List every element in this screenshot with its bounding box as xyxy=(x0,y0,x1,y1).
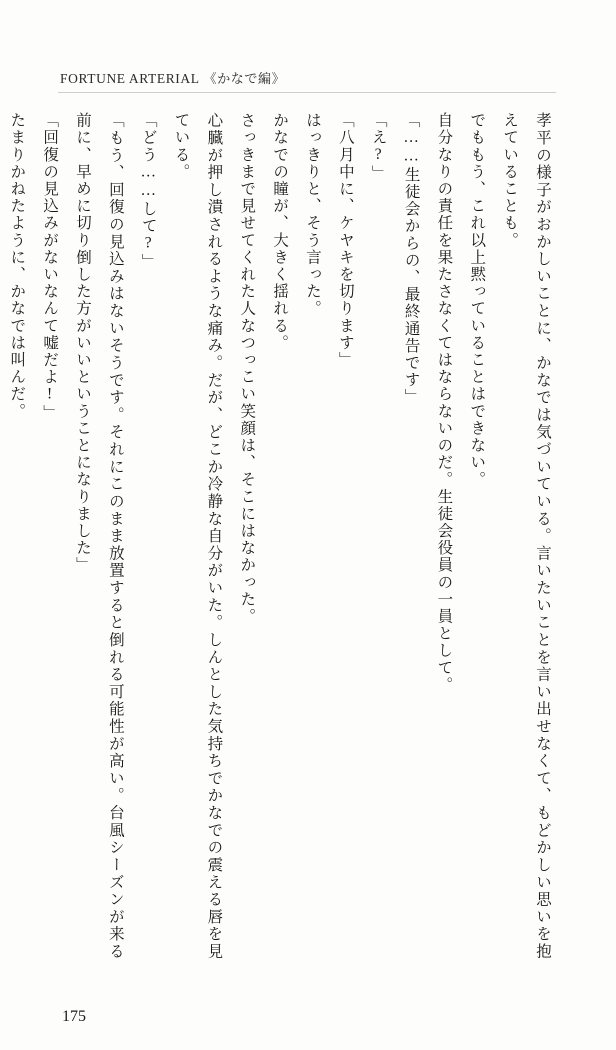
paragraph: 「……生徒会からの、最終通告です」 xyxy=(402,112,420,406)
paragraph: 「え?」 xyxy=(369,112,387,182)
running-head xyxy=(60,68,285,87)
paragraph: はっきりと、そう言った。 xyxy=(303,112,321,318)
paragraph: 「もう、回復の見込みはないそうです。それにこのまま放置すると倒れる可能性が高い。台風シーズンが来る前に、早めに切り倒した方がいいということになりました」 xyxy=(73,112,124,960)
paragraph: 自分なりの責任を果たさなくてはならないのだ。生徒会役員の一員として。 xyxy=(435,112,453,694)
paragraph: たまりかねたように、かなでは叫んだ。 xyxy=(8,112,26,420)
running-head-subtitle: 《かなで編》 xyxy=(203,72,286,87)
paragraph: でももう、これ以上黙っていることはできない。 xyxy=(468,112,486,489)
running-head-title: FORTUNE ARTERIAL xyxy=(60,71,200,86)
paragraph: さっきまで見せてくれた人なつっこい笑顔は、そこにはなかった。 xyxy=(238,112,256,625)
page-body-text xyxy=(8,112,558,960)
page-number: 175 xyxy=(62,1008,86,1025)
paragraph: 孝平の様子がおかしいことに、かなでは気づいている。言いたいことを言い出せなくて、もどかしい思いを抱えていることも。 xyxy=(501,112,551,960)
paragraph: 「回復の見込みがないなんて嘘だよ!」 xyxy=(41,112,59,422)
paragraph: かなでの瞳が、大きく揺れる。 xyxy=(271,112,289,352)
paragraph: 「八月中に、ケヤキを切ります」 xyxy=(336,112,354,369)
header-divider xyxy=(58,92,556,93)
paragraph: 「どう……して?」 xyxy=(139,112,157,271)
paragraph: 心臓が押し潰されるような痛み。だが、どこか冷静な自分がいた。しんとした気持ちでかなでの震える唇を見ている。 xyxy=(172,112,223,960)
